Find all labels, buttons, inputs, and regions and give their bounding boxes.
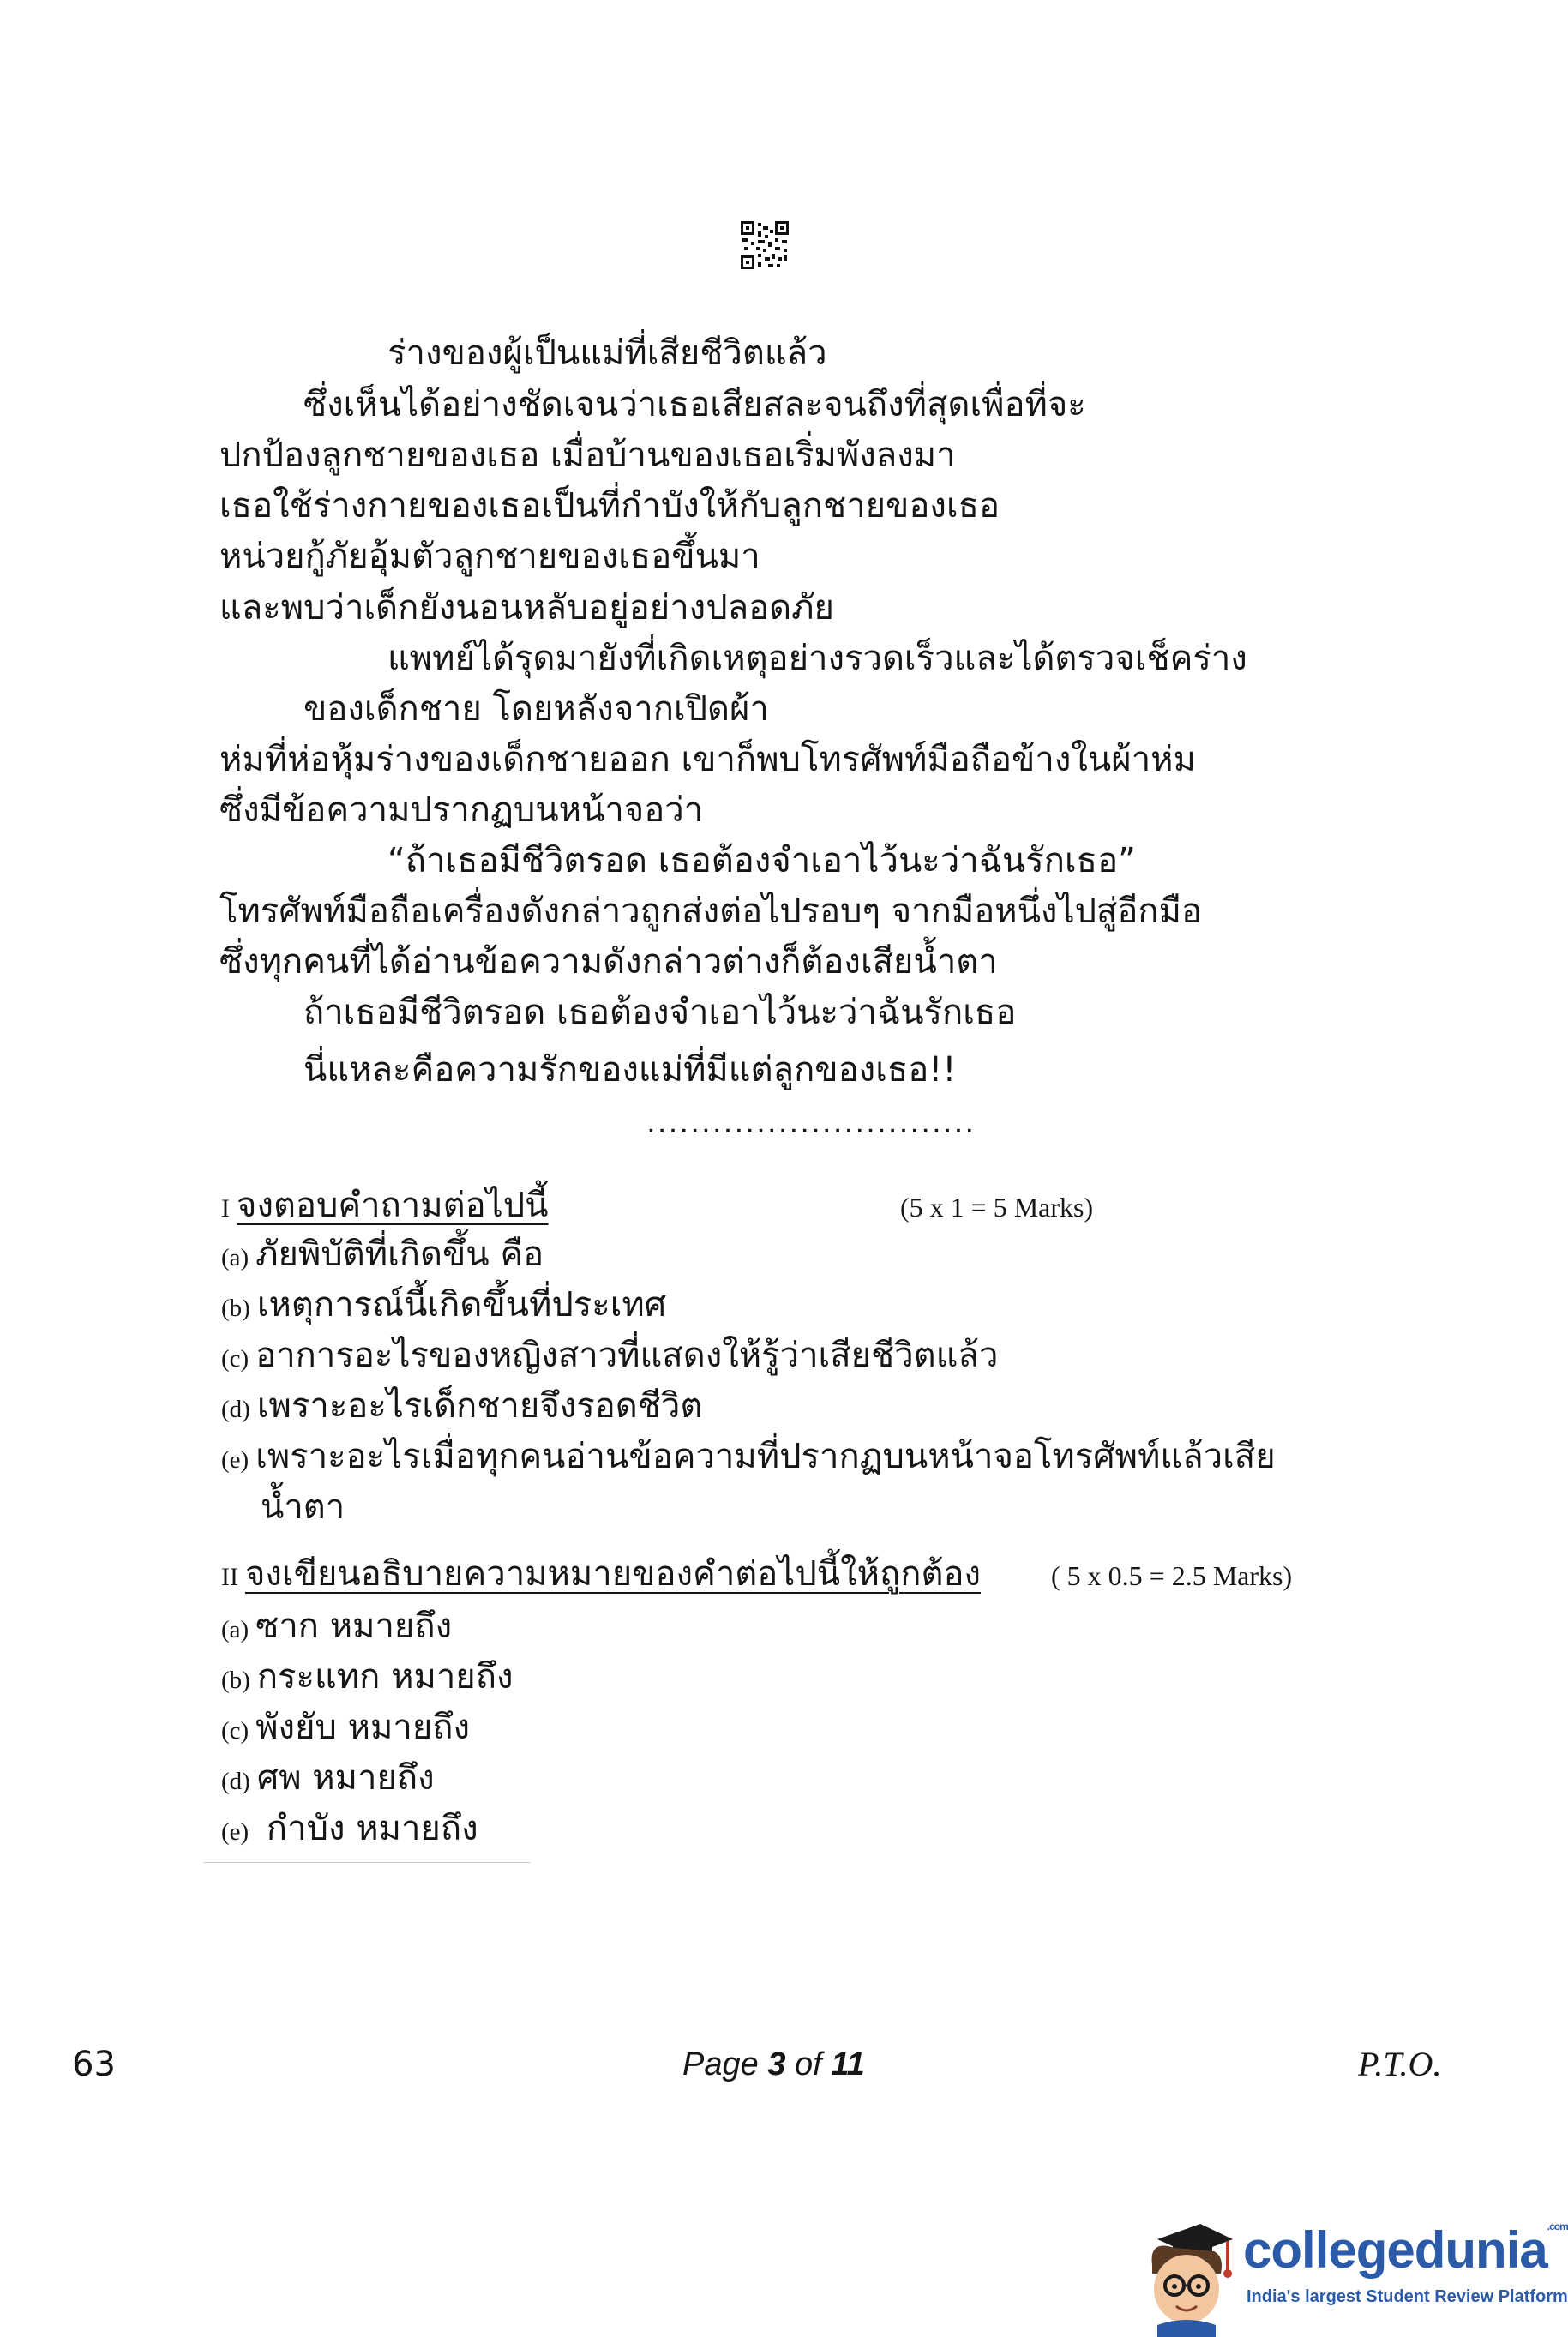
passage-line: นี่แหละคือความรักของแม่ที่มีแต่ลูกของเธอ!! — [303, 1050, 957, 1090]
vocab-item — [221, 1753, 435, 1806]
question-item — [221, 1331, 998, 1384]
question-label: (a) — [221, 1244, 249, 1271]
vocab-label: (d) — [221, 1768, 250, 1795]
question-item — [221, 1381, 702, 1434]
page-current: 3 — [767, 2046, 786, 2082]
vocab-item — [221, 1601, 452, 1655]
vocab-label: (e) — [221, 1818, 249, 1846]
passage-line: โทรศัพท์มือถือเครื่องดังกล่าวถูกส่งต่อไปรอบๆ จากมือหนึ่งไปสู่อีกมือ — [219, 892, 1203, 931]
vocab-item — [221, 1703, 470, 1756]
section-2-number: II — [221, 1563, 238, 1591]
passage-line: “ถ้าเธอมีชีวิตรอด เธอต้องจำเอาไว้นะว่าฉันรักเธอ” — [387, 841, 1136, 880]
page-of: of — [785, 2046, 832, 2082]
passage-line: หน่วยกู้ภัยอุ้มตัวลูกชายของเธอขึ้นมา — [219, 537, 760, 576]
passage-line: ห่มที่ห่อหุ้มร่างของเด็กชายออก เขาก็พบโทรศัพท์มือถือข้างในผ้าห่ม — [219, 740, 1196, 779]
question-text: อาการอะไรของหญิงสาวที่แสดงให้รู้ว่าเสียชีวิตแล้ว — [255, 1336, 999, 1375]
vocab-item — [221, 1804, 478, 1857]
vocab-label: (a) — [221, 1616, 249, 1643]
page-prefix: Page — [682, 2046, 768, 2082]
section-1-number: I — [221, 1194, 230, 1223]
passage-line: และพบว่าเด็กยังนอนหลับอยู่อย่างปลอดภัย — [219, 588, 834, 628]
divider — [204, 1862, 530, 1863]
question-item — [221, 1280, 666, 1333]
student-mascot-icon — [1132, 2205, 1241, 2337]
brand-name-text: collegedunia — [1243, 2221, 1547, 2279]
passage-line: ร่างของผู้เป็นแม่ที่เสียชีวิตแล้ว — [387, 333, 827, 373]
brand-logo — [1132, 2205, 1568, 2337]
vocab-text: กระแทก หมายถึง — [256, 1657, 514, 1697]
vocab-item — [221, 1652, 513, 1705]
passage-line: แพทย์ได้รุดมายังที่เกิดเหตุอย่างรวดเร็วและได้ตรวจเช็คร่าง — [387, 639, 1247, 678]
question-item-continuation: น้ำตา — [261, 1487, 345, 1527]
page-total: 11 — [831, 2046, 865, 2082]
passage-line: เธอใช้ร่างกายของเธอเป็นที่กำบังให้กับลูกชายของเธอ — [219, 486, 1000, 526]
section-1-marks: (5 x 1 = 5 Marks) — [900, 1192, 1094, 1223]
brand-tagline: India's largest Student Review Platform — [1247, 2287, 1568, 2306]
question-label: (d) — [221, 1396, 250, 1423]
section-2-title: จงเขียนอธิบายความหมายของคำต่อไปนี้ให้ถูกต้อง — [244, 1554, 981, 1594]
section-1-title: จงตอบคำถามต่อไปนี้ — [237, 1186, 549, 1225]
question-label: (c) — [221, 1345, 249, 1373]
question-label: (b) — [221, 1295, 250, 1322]
passage-line: ของเด็กชาย โดยหลังจากเปิดผ้า — [303, 689, 769, 729]
section-2-heading — [221, 1550, 981, 1601]
page-number — [682, 2040, 865, 2088]
passage-line: ปกป้องลูกชายของเธอ เมื่อบ้านของเธอเริ่มพังลงมา — [219, 436, 956, 475]
passage-line: ซึ่งมีข้อความปรากฏบนหน้าจอว่า — [219, 790, 704, 830]
passage-separator: .............................. — [646, 1106, 976, 1140]
passage-line: ซึ่งทุกคนที่ได้อ่านข้อความดังกล่าวต่างก็ต้องเสียน้ำตา — [219, 942, 998, 982]
vocab-text: ศพ หมายถึง — [256, 1758, 435, 1798]
section-1-heading — [221, 1181, 548, 1233]
passage-line: ซึ่งเห็นได้อย่างชัดเจนว่าเธอเสียสละจนถึงที่สุดเพื่อที่จะ — [303, 385, 1086, 424]
vocab-text: พังยับ หมายถึง — [255, 1708, 471, 1747]
vocab-label: (b) — [221, 1667, 250, 1694]
brand-name — [1243, 2220, 1568, 2280]
question-text: เพราะอะไรเด็กชายจึงรอดชีวิต — [256, 1386, 703, 1426]
paper-code: 63 — [72, 2045, 116, 2084]
section-2-marks: ( 5 x 0.5 = 2.5 Marks) — [1051, 1560, 1293, 1591]
brand-tld: .com — [1547, 2220, 1568, 2232]
pto-label: P.T.O. — [1358, 2045, 1442, 2083]
question-text: เพราะอะไรเมื่อทุกคนอ่านข้อความที่ปรากฏบนหน้าจอโทรศัพท์แล้วเสีย — [255, 1437, 1276, 1476]
vocab-label: (c) — [221, 1717, 249, 1745]
vocab-text: กำบัง หมายถึง — [255, 1809, 478, 1848]
question-text: เหตุการณ์นี้เกิดขึ้นที่ประเทศ — [256, 1285, 667, 1325]
question-item — [221, 1229, 544, 1283]
question-item — [221, 1432, 1276, 1485]
question-label: (e) — [221, 1446, 249, 1474]
qr-code — [741, 221, 789, 269]
vocab-text: ซาก หมายถึง — [255, 1607, 453, 1646]
question-text: ภัยพิบัติที่เกิดขึ้น คือ — [255, 1235, 544, 1274]
passage-line: ถ้าเธอมีชีวิตรอด เธอต้องจำเอาไว้นะว่าฉันรักเธอ — [303, 993, 1017, 1032]
